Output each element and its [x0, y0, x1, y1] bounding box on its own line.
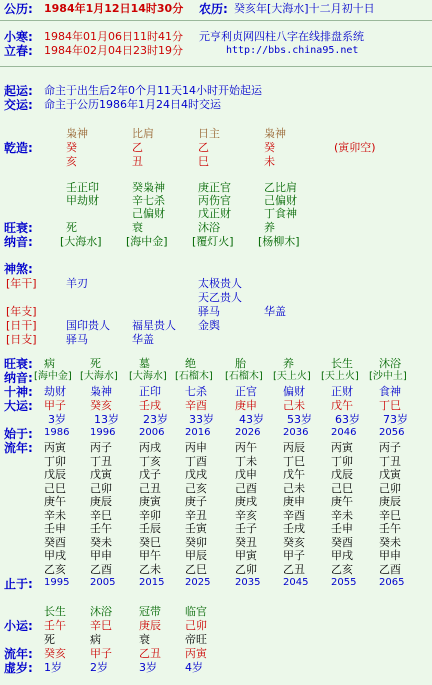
dayun-start-year: 2006: [139, 427, 165, 438]
dayun-age: 33岁: [189, 413, 214, 426]
dayun-nayin: [海中金]: [34, 371, 72, 382]
shensha-title: 神煞:: [4, 262, 33, 276]
liunian-item: 丙寅: [44, 441, 66, 454]
dayun-nayin: [天上火]: [273, 371, 311, 382]
site-name: 元亨利贞网四柱八字在线排盘系统: [199, 30, 364, 43]
site-url-link[interactable]: http://bbs.china95.net: [226, 45, 359, 56]
pillar-gan: 乙: [132, 141, 143, 154]
dayun-end-year: 2015: [139, 577, 165, 588]
liunian-item: 甲申: [379, 549, 401, 562]
dayun-wangshuai: 死: [90, 357, 101, 370]
liunian-item: 庚辰: [379, 495, 401, 508]
liunian-item: 辛丑: [185, 508, 207, 522]
liunian-item: 己未: [283, 481, 305, 495]
dayun-age: 63岁: [335, 413, 360, 426]
shensha-huagai: 华盖: [264, 305, 286, 318]
divider: [0, 66, 432, 67]
pillar-zhi: 未: [264, 155, 275, 168]
dayun-nayin: [石榴木]: [225, 371, 263, 382]
dayun-age: 23岁: [143, 413, 168, 426]
shensha-guoyin: 国印贵人: [66, 319, 110, 332]
xusui-label: 虚岁:: [4, 661, 33, 675]
liunian-item: 辛卯: [139, 508, 161, 522]
pillar-canggan: 丙伤官: [198, 194, 231, 207]
liunian-item: 庚寅: [139, 495, 161, 508]
liunian-item: 戊子: [139, 468, 161, 481]
gongli-label: 公历:: [4, 2, 33, 16]
qianzao-label: 乾造:: [4, 141, 33, 155]
liunian-item: 己丑: [139, 481, 161, 495]
pillar-zhi: 巳: [198, 155, 209, 168]
pillar-wangshuai: 养: [264, 221, 275, 234]
jiaoyun-text: 命主于公历1986年1月24日4时交运: [44, 98, 221, 111]
liunian-item: 戊午: [283, 468, 305, 481]
lichun-value: 1984年02月04日23时19分: [44, 44, 183, 57]
nongli-label: 农历:: [199, 2, 228, 16]
liunian-item: 甲子: [283, 549, 305, 562]
pillar-canggan: 己偏财: [264, 194, 297, 207]
liunian-item: 壬戌: [283, 522, 305, 535]
liunian-item: 丙子: [379, 441, 401, 454]
liunian-item: 甲午: [139, 549, 161, 562]
dayun-nayin: [天上火]: [321, 371, 359, 382]
xiaoyun-wangshuai: 长生: [44, 605, 66, 618]
xiaoyun-liunian: 甲子: [90, 647, 112, 660]
dayun-shishen: 偏财: [283, 385, 305, 398]
xy-liunian-label: 流年:: [4, 647, 33, 661]
liunian-item: 戊戌: [185, 468, 207, 481]
liunian-item: 壬子: [235, 522, 257, 535]
liunian-item: 丁卯: [44, 454, 66, 468]
dayun-label: 大运:: [4, 399, 33, 413]
dayun-start-year: 1996: [90, 427, 116, 438]
xiaoyun-xusui: 1岁: [44, 661, 62, 674]
liunian-item: 辛巳: [379, 508, 401, 522]
dayun-ganzhi: 庚申: [235, 399, 257, 412]
pillar-zhi: 丑: [132, 155, 143, 168]
shensha-tianyi: 天乙贵人: [198, 291, 242, 304]
liunian-item: 癸丑: [235, 535, 257, 549]
dayun-wangshuai: 沐浴: [379, 357, 401, 370]
dayun-wangshuai: 胎: [235, 357, 246, 370]
liunian-item: 己巳: [44, 481, 66, 495]
pillar-canggan: 甲劫财: [66, 194, 99, 207]
liunian-item: 庚辰: [90, 495, 112, 508]
pillar-nayin: [覆灯火]: [192, 235, 234, 248]
liunian-item: 甲申: [90, 549, 112, 562]
dayun-nayin: [沙中土]: [369, 371, 407, 382]
nongli-value: 癸亥年[大海水]十二月初十日: [234, 2, 375, 15]
liunian-item: 乙亥: [44, 562, 66, 576]
liunian-item: 壬午: [90, 522, 112, 535]
dayun-ganzhi: 壬戌: [139, 399, 161, 412]
pillar-canggan: 辛七杀: [132, 194, 165, 207]
liunian-item: 己卯: [379, 481, 401, 495]
liunian-item: 辛未: [331, 508, 353, 522]
dayun-nayin: [石榴木]: [175, 371, 213, 382]
dayun-shishen: 食神: [379, 385, 401, 398]
xiaoyun-xusui: 4岁: [185, 661, 203, 674]
xiaoyun-xusui: 2岁: [90, 661, 108, 674]
liunian-item: 辛酉: [283, 508, 305, 522]
liunian-item: 癸酉: [44, 535, 66, 549]
liunian-item: 丁巳: [283, 454, 305, 468]
pillar-nayin: [大海水]: [60, 235, 102, 248]
pillar-canggan: 壬正印: [66, 181, 99, 194]
liunian-item: 甲戌: [44, 549, 66, 562]
dayun-age: 53岁: [287, 413, 312, 426]
pillar-shishen: 日主: [198, 127, 220, 140]
pillar-zhi: 亥: [66, 155, 77, 168]
liunian-item: 庚子: [185, 495, 207, 508]
xiaoyun-dishi: 死: [44, 633, 55, 646]
kongwang: (寅卯空): [334, 141, 376, 154]
pillar-gan: 癸: [66, 141, 77, 154]
xiaoyun-ganzhi: 庚辰: [139, 619, 161, 632]
divider: [0, 20, 432, 21]
shensha-jinyu: 金舆: [198, 319, 220, 332]
liunian-item: 乙卯: [235, 562, 257, 576]
xiaoyun-dishi: 衰: [139, 633, 150, 646]
liunian-item: 丙寅: [331, 441, 353, 454]
liunian-item: 癸未: [379, 535, 401, 549]
dayun-end-year: 2055: [331, 577, 357, 588]
shensha-yangren: 羊刃: [66, 277, 88, 290]
pillar-nayin: [杨柳木]: [258, 235, 300, 248]
xiaoyun-wangshuai: 临官: [185, 605, 207, 618]
liunian-item: 壬申: [331, 522, 353, 535]
dayun-shishen: 正印: [139, 385, 161, 398]
dayun-nayin: [大海水]: [80, 371, 118, 382]
pillar-canggan: 庚正官: [198, 181, 231, 194]
pillar-wangshuai: 沐浴: [198, 221, 220, 234]
xiaoyun-liunian: 丙寅: [185, 647, 207, 660]
dayun-end-year: 2035: [235, 577, 261, 588]
liunian-item: 甲寅: [235, 549, 257, 562]
shiyu-label: 始于:: [4, 427, 33, 441]
pillar-canggan: 乙比肩: [264, 181, 297, 194]
dayun-end-year: 2005: [90, 577, 116, 588]
liunian-item: 癸卯: [185, 535, 207, 549]
dayun-end-year: 2065: [379, 577, 405, 588]
dayun-ganzhi: 己未: [283, 399, 305, 412]
dayun-ganzhi: 辛酉: [185, 399, 207, 412]
dayun-ganzhi: 丁巳: [379, 399, 401, 412]
xiaohan-label: 小寒:: [4, 30, 33, 44]
dayun-wangshuai: 病: [44, 357, 55, 370]
shensha-huagai-2: 华盖: [132, 333, 154, 346]
qiyun-text: 命主于出生后2年0个月11天14小时开始起运: [44, 84, 262, 97]
liunian-item: 丁卯: [331, 454, 353, 468]
dayun-wangshuai: 墓: [139, 357, 150, 370]
liunian-item: 戊申: [235, 468, 257, 481]
dayun-start-year: 1986: [44, 427, 70, 438]
dayun-wangshuai: 绝: [185, 357, 196, 370]
dayun-shishen: 枭神: [90, 385, 112, 398]
shensha-yima: 驿马: [198, 305, 220, 318]
shensha-yima-2: 驿马: [66, 333, 88, 346]
dayun-wangshuai: 养: [283, 357, 294, 370]
xiaoyun-dishi: 帝旺: [185, 633, 207, 646]
liunian-item: 乙酉: [90, 562, 112, 576]
dayun-shishen: 七杀: [185, 385, 207, 398]
dayun-end-year: 2025: [185, 577, 211, 588]
pillar-canggan: 己偏财: [132, 207, 165, 220]
pillar-nayin-label: 纳音:: [4, 235, 33, 249]
dayun-ganzhi: 甲子: [44, 399, 66, 412]
qiyun-label: 起运:: [4, 84, 33, 98]
liunian-item: 辛未: [44, 508, 66, 522]
dayun-shishen: 正官: [235, 385, 257, 398]
liunian-item: 己巳: [331, 481, 353, 495]
liunian-item: 丙申: [185, 441, 207, 454]
pillar-canggan: 丁食神: [264, 207, 297, 220]
liunian-item: 乙未: [139, 562, 161, 576]
liunian-item: 庚午: [44, 495, 66, 508]
shensha-fuxing: 福星贵人: [132, 319, 176, 332]
nian-gan-label: [年干]: [6, 277, 37, 290]
pillar-nayin: [海中金]: [126, 235, 168, 248]
liunian-item: 己卯: [90, 481, 112, 495]
liunian-item: 癸酉: [331, 535, 353, 549]
liunian-item: 丁酉: [185, 454, 207, 468]
dayun-end-year: 1995: [44, 577, 70, 588]
dayun-start-year: 2016: [185, 427, 211, 438]
liunian-item: 壬午: [379, 522, 401, 535]
dayun-age: 73岁: [383, 413, 408, 426]
dayun-wangshuai-label: 旺衰:: [4, 357, 33, 371]
ri-gan-label: [日干]: [6, 319, 37, 332]
nian-zhi-label: [年支]: [6, 305, 37, 318]
liunian-item: 丙戌: [139, 441, 161, 454]
ri-zhi-label: [日支]: [6, 333, 37, 346]
liunian-item: 庚申: [283, 495, 305, 508]
liunian-item: 壬寅: [185, 522, 207, 535]
dayun-age: 3岁: [48, 413, 66, 426]
dayun-age: 43岁: [239, 413, 264, 426]
liunian-item: 戊辰: [44, 468, 66, 481]
dayun-wangshuai: 长生: [331, 357, 353, 370]
liunian-item: 丙午: [235, 441, 257, 454]
xiaoyun-wangshuai: 冠带: [139, 605, 161, 618]
liunian-item: 乙酉: [379, 562, 401, 576]
liunian-item: 戊寅: [90, 468, 112, 481]
dayun-end-year: 2045: [283, 577, 309, 588]
liunian-item: 癸巳: [139, 535, 161, 549]
liunian-item: 庚午: [331, 495, 353, 508]
dayun-shishen: 正财: [331, 385, 353, 398]
lichun-label: 立春:: [4, 44, 33, 58]
pillar-gan: 癸: [264, 141, 275, 154]
pillar-shishen: 枭神: [66, 127, 88, 140]
pillar-canggan: 戊正财: [198, 207, 231, 220]
dayun-nayin-label: 纳音:: [4, 371, 33, 385]
dayun-ganzhi: 戊午: [331, 399, 353, 412]
pillar-shishen: 枭神: [264, 127, 286, 140]
dayun-shishen-label: 十神:: [4, 385, 33, 399]
liunian-item: 己亥: [185, 481, 207, 495]
xiaoyun-liunian: 癸亥: [44, 647, 66, 660]
liunian-item: 乙丑: [283, 562, 305, 576]
liunian-item: 丁亥: [139, 454, 161, 468]
liunian-item: 辛巳: [90, 508, 112, 522]
liunian-item: 癸亥: [283, 535, 305, 549]
pillar-canggan: 癸枭神: [132, 181, 165, 194]
xiaoyun-label: 小运:: [4, 619, 33, 633]
liunian-item: 甲辰: [185, 549, 207, 562]
pillar-wangshuai: 衰: [132, 221, 143, 234]
shensha-taiji: 太极贵人: [198, 277, 242, 290]
pillar-wangshuai: 死: [66, 221, 77, 234]
xiaoyun-ganzhi: 辛巳: [90, 619, 112, 632]
dayun-start-year: 2036: [283, 427, 309, 438]
pillar-gan: 乙: [198, 141, 209, 154]
pillar-shishen: 比肩: [132, 127, 154, 140]
dayun-age: 13岁: [94, 413, 119, 426]
xiaohan-value: 1984年01月06日11时41分: [44, 30, 183, 43]
liunian-item: 庚戌: [235, 495, 257, 508]
pillar-wangshuai-label: 旺衰:: [4, 221, 33, 235]
xiaoyun-liunian: 乙丑: [139, 647, 161, 660]
dayun-start-year: 2056: [379, 427, 405, 438]
liunian-item: 丁未: [235, 454, 257, 468]
liunian-item: 壬申: [44, 522, 66, 535]
liunian-item: 乙巳: [185, 562, 207, 576]
liunian-item: 甲戌: [331, 549, 353, 562]
liunian-item: 己酉: [235, 481, 257, 495]
dayun-start-year: 2046: [331, 427, 357, 438]
liunian-item: 辛亥: [235, 508, 257, 522]
dayun-nayin: [大海水]: [129, 371, 167, 382]
zhiyu-label: 止于:: [4, 577, 33, 591]
xiaoyun-xusui: 3岁: [139, 661, 157, 674]
liunian-item: 戊寅: [379, 468, 401, 481]
dayun-ganzhi: 癸亥: [90, 399, 112, 412]
xiaoyun-ganzhi: 壬午: [44, 619, 66, 632]
liunian-item: 壬辰: [139, 522, 161, 535]
liunian-item: 丙辰: [283, 441, 305, 454]
dayun-start-year: 2026: [235, 427, 261, 438]
liunian-item: 戊辰: [331, 468, 353, 481]
liunian-label: 流年:: [4, 441, 33, 455]
liunian-item: 丁丑: [379, 454, 401, 468]
xiaoyun-wangshuai: 沐浴: [90, 605, 112, 618]
jiaoyun-label: 交运:: [4, 98, 33, 112]
liunian-item: 癸未: [90, 535, 112, 549]
dayun-shishen: 劫财: [44, 385, 66, 398]
xiaoyun-ganzhi: 己卯: [185, 619, 207, 632]
liunian-item: 乙亥: [331, 562, 353, 576]
liunian-item: 丁丑: [90, 454, 112, 468]
xiaoyun-dishi: 病: [90, 633, 101, 646]
gongli-value: 1984年1月12日14时30分: [44, 2, 184, 15]
liunian-item: 丙子: [90, 441, 112, 454]
